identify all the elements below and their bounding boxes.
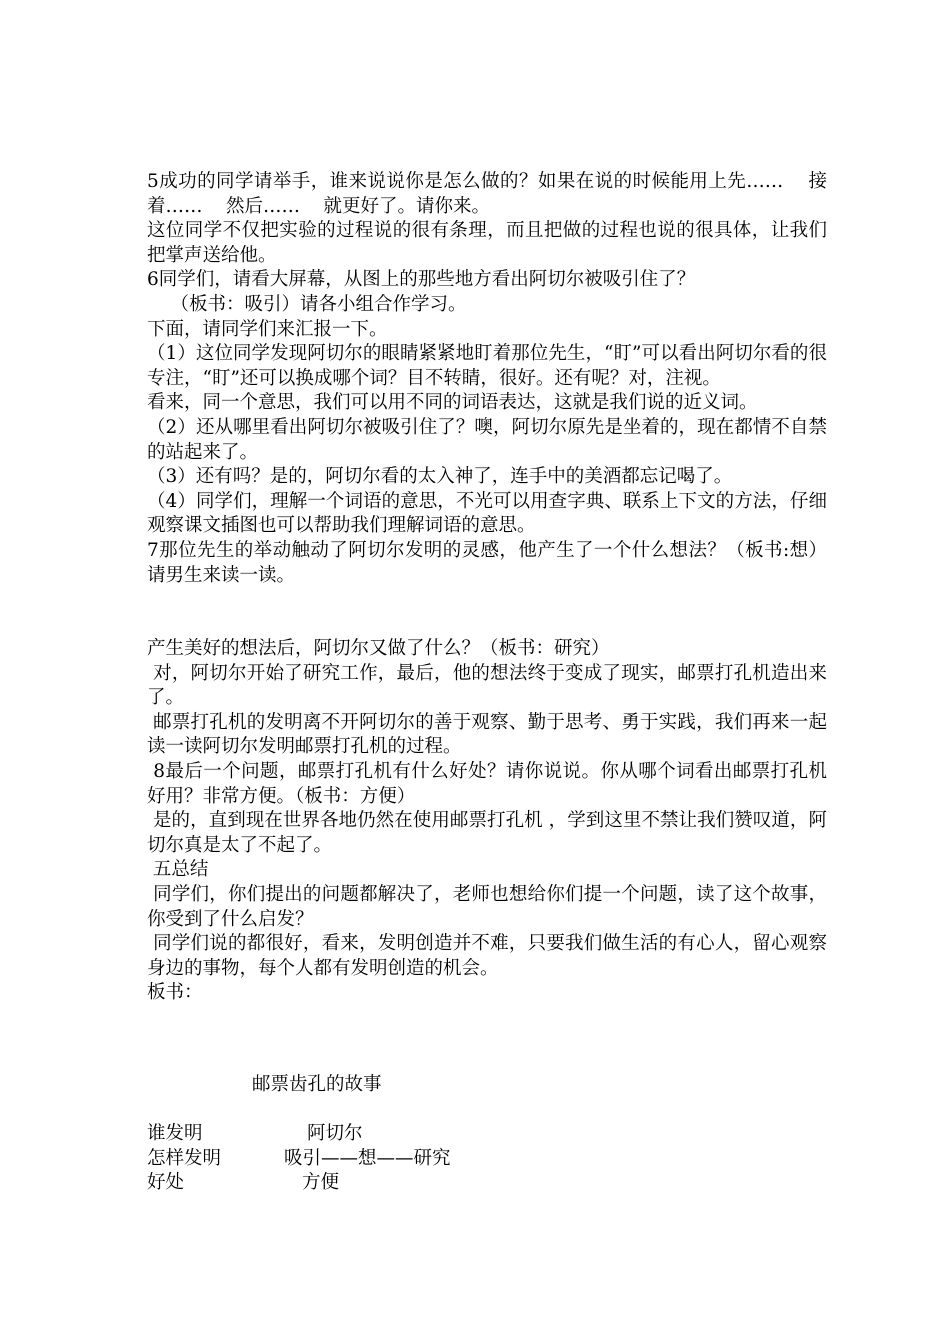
paragraph-research: 产生美好的想法后，阿切尔又做了什么？（板书：研究） xyxy=(147,638,610,660)
board-spacer xyxy=(147,1098,827,1123)
paragraph-step-5: 5成功的同学请举手，谁来说说你是怎么做的？如果在说的时候能用上先…… 接着…… 然后…… 就更好了。请你来。 xyxy=(147,171,827,217)
paragraph-board-attract: （板书：吸引）请各小组合作学习。 xyxy=(147,293,467,315)
lesson-body xyxy=(147,170,827,1006)
paragraph-realized: 对，阿切尔开始了研究工作，最后，他的想法终于变成了现实，邮票打孔机造出来了。 xyxy=(147,662,827,709)
paragraph-step-7: 7那位先生的举动触动了阿切尔发明的灵感，他产生了一个什么想法？（板书:想）请男生来读一读。 xyxy=(147,539,827,586)
blackboard-layout xyxy=(147,1073,827,1196)
board-title: 邮票齿孔的故事 xyxy=(252,1074,382,1095)
paragraph-step-8: 8最后一个问题，邮票打孔机有什么好处？请你说说。你从哪个词看出邮票打孔机好用？非常方便。（板书：方便） xyxy=(147,761,827,807)
paragraph-step-6: 6同学们，请看大屏幕，从图上的那些地方看出阿切尔被吸引住了？ xyxy=(147,269,696,291)
board-title-row xyxy=(147,1073,827,1098)
paragraph-point-3: （3）还有吗？是的，阿切尔看的太入神了，连手中的美酒都忘记喝了。 xyxy=(147,466,733,488)
board-row-value: 阿切尔 xyxy=(307,1123,363,1145)
paragraph-invention-process: 邮票打孔机的发明离不开阿切尔的善于观察、勤于思考、勇于实践，我们再来一起读一读阿切尔发明邮票打孔机的过程。 xyxy=(147,711,827,758)
paragraph-amazing: 是的，直到现在世界各地仍然在使用邮票打孔机 ，学到这里不禁让我们赞叹道，阿切尔真是太了不起了。 xyxy=(147,810,827,856)
board-row xyxy=(147,1147,827,1172)
paragraph-synonym: 看来，同一个意思，我们可以用不同的词语表达，这就是我们说的近义词。 xyxy=(147,392,758,414)
paragraph-point-2: （2）还从哪里看出阿切尔被吸引住了？噢，阿切尔原先是坐着的，现在都情不自禁的站起来了。 xyxy=(147,416,827,463)
board-row-label: 好处 xyxy=(147,1172,185,1194)
paragraph-question: 同学们，你们提出的问题都解决了，老师也想给你们提一个问题，读了这个故事，你受到了什么启发？ xyxy=(147,884,827,930)
paragraph-conclusion: 同学们说的都很好，看来，发明创造并不难，只要我们做生活的有心人，留心观察身边的事物，每个人都有发明创造的机会。 xyxy=(147,933,827,979)
blank-gap xyxy=(147,588,827,637)
paragraph-point-1: （1）这位同学发现阿切尔的眼睛紧紧地盯着那位先生，“盯”可以看出阿切尔看的很专注，“盯”还可以换成哪个词？目不转睛，很好。还有呢？对，注视。 xyxy=(147,343,827,389)
board-row xyxy=(147,1171,827,1196)
paragraph-report: 下面，请同学们来汇报一下。 xyxy=(147,318,388,340)
board-heading: 板书： xyxy=(147,982,203,1004)
paragraph-point-4: （4）同学们，理解一个词语的意思，不光可以用查字典、联系上下文的方法，仔细观察课文插图也可以帮助我们理解词语的意思。 xyxy=(147,490,827,537)
section-heading-summary: 五总结 xyxy=(147,859,209,881)
board-row-value: 吸引——想——研究 xyxy=(284,1147,451,1169)
paragraph-praise: 这位同学不仅把实验的过程说的很有条理，而且把做的过程也说的很具体，让我们把掌声送给他。 xyxy=(147,220,827,266)
board-row xyxy=(147,1122,827,1147)
board-row-label: 谁发明 xyxy=(147,1123,203,1145)
board-row-value: 方便 xyxy=(302,1172,340,1194)
board-row-label: 怎样发明 xyxy=(147,1147,222,1169)
